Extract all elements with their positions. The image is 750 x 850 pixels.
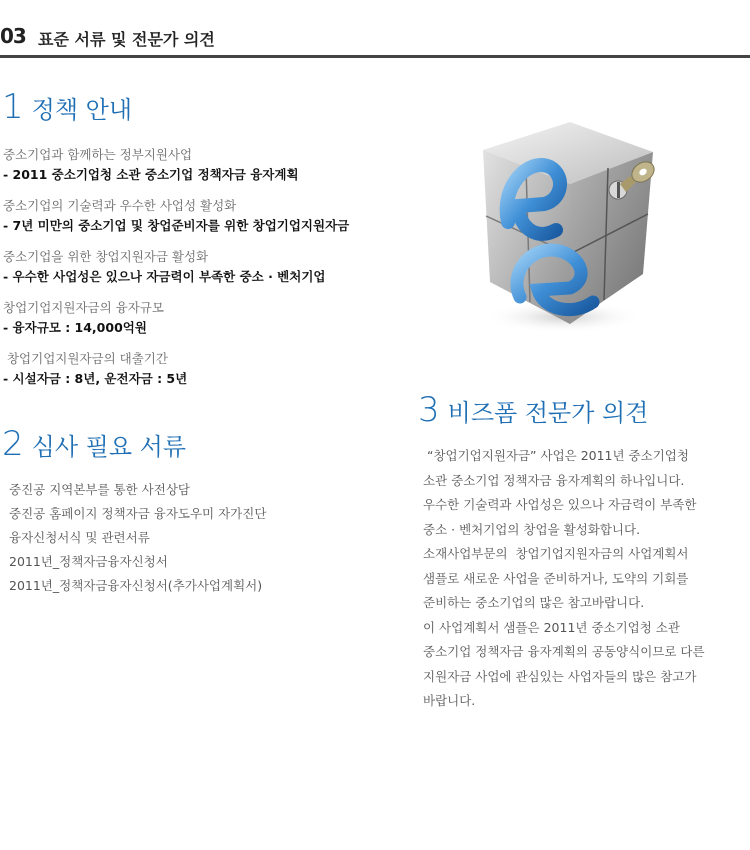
item-answer: - 우수한 사업성은 있으나 자금력이 부족한 중소 · 벤처기업 <box>3 269 326 284</box>
item-question: 창업기업지원자금의 대출기간 <box>3 351 168 366</box>
list-item <box>3 349 349 389</box>
policy-list <box>3 145 349 400</box>
text-line: 중소 · 벤처기업의 창업을 활성화합니다. <box>423 521 641 537</box>
documents-number: 2 <box>2 424 24 464</box>
text-line: 지원자금 사업에 관심있는 사업자들의 많은 참고가 <box>423 668 697 684</box>
item-question: 중소기업과 함께하는 정부지원사업 <box>3 147 193 162</box>
list-item: 2011년_정책자금융자신청서(추가사업계획서) <box>9 578 263 593</box>
section-header <box>0 0 750 58</box>
policy-number: 1 <box>2 87 24 127</box>
opinion-title <box>418 390 649 430</box>
list-item <box>3 247 349 287</box>
e-cube-key-icon <box>478 112 678 337</box>
text-line: 우수한 기술력과 사업성은 있으나 자금력이 부족한 <box>423 497 697 512</box>
list-item <box>3 298 349 338</box>
section-heading: 표준 서류 및 전문가 의견 <box>38 30 215 49</box>
item-question: 중소기업의 기술력과 우수한 사업성 활성화 <box>3 198 237 213</box>
list-item: 중진공 지역본부를 통한 사전상담 <box>9 482 190 497</box>
policy-title <box>2 87 133 127</box>
text-line: 바랍니다. <box>423 693 476 708</box>
documents-title <box>2 424 187 464</box>
text-line: 이 사업계획서 샘플은 2011년 중소기업청 소관 <box>423 619 680 635</box>
item-question: 창업기업지원자금의 융자규모 <box>3 300 164 315</box>
text-line: “창업기업지원자금” 사업은 2011년 중소기업청 <box>423 448 689 463</box>
item-answer: - 융자규모 : 14,000억원 <box>3 320 147 335</box>
text-line: 소재사업부문의 창업기업지원자금의 사업계획서 <box>423 546 689 561</box>
list-item <box>3 196 349 236</box>
section-number: 03 <box>0 24 26 48</box>
documents-list <box>9 478 266 598</box>
list-item: 융자신청서식 및 관련서류 <box>9 530 150 545</box>
text-line: 샘플로 새로운 사업을 준비하거나, 도약의 기회를 <box>423 570 689 586</box>
opinion-number: 3 <box>418 390 440 430</box>
opinion-text <box>423 444 723 714</box>
item-answer: - 2011 중소기업청 소관 중소기업 정책자금 융자계획 <box>3 167 299 182</box>
item-answer: - 시설자금 : 8년, 운전자금 : 5년 <box>3 371 188 386</box>
text-line: 중소기업 정책자금 융자계획의 공동양식이므로 다른 <box>423 644 705 659</box>
text-line: 소관 중소기업 정책자금 융자계획의 하나입니다. <box>423 472 685 488</box>
list-item: 2011년_정책자금융자신청서 <box>9 554 168 569</box>
policy-heading: 정책 안내 <box>31 96 133 124</box>
item-answer: - 7년 미만의 중소기업 및 창업준비자를 위한 창업기업지원자금 <box>3 218 350 233</box>
list-item <box>3 145 349 185</box>
list-item: 중진공 홈페이지 정책자금 융자도우미 자가진단 <box>9 506 267 521</box>
documents-heading: 심사 필요 서류 <box>31 433 187 461</box>
opinion-heading: 비즈폼 전문가 의견 <box>447 399 649 427</box>
item-question: 중소기업을 위한 창업지원자금 활성화 <box>3 249 209 264</box>
text-line: 준비하는 중소기업의 많은 참고바랍니다. <box>423 595 645 610</box>
